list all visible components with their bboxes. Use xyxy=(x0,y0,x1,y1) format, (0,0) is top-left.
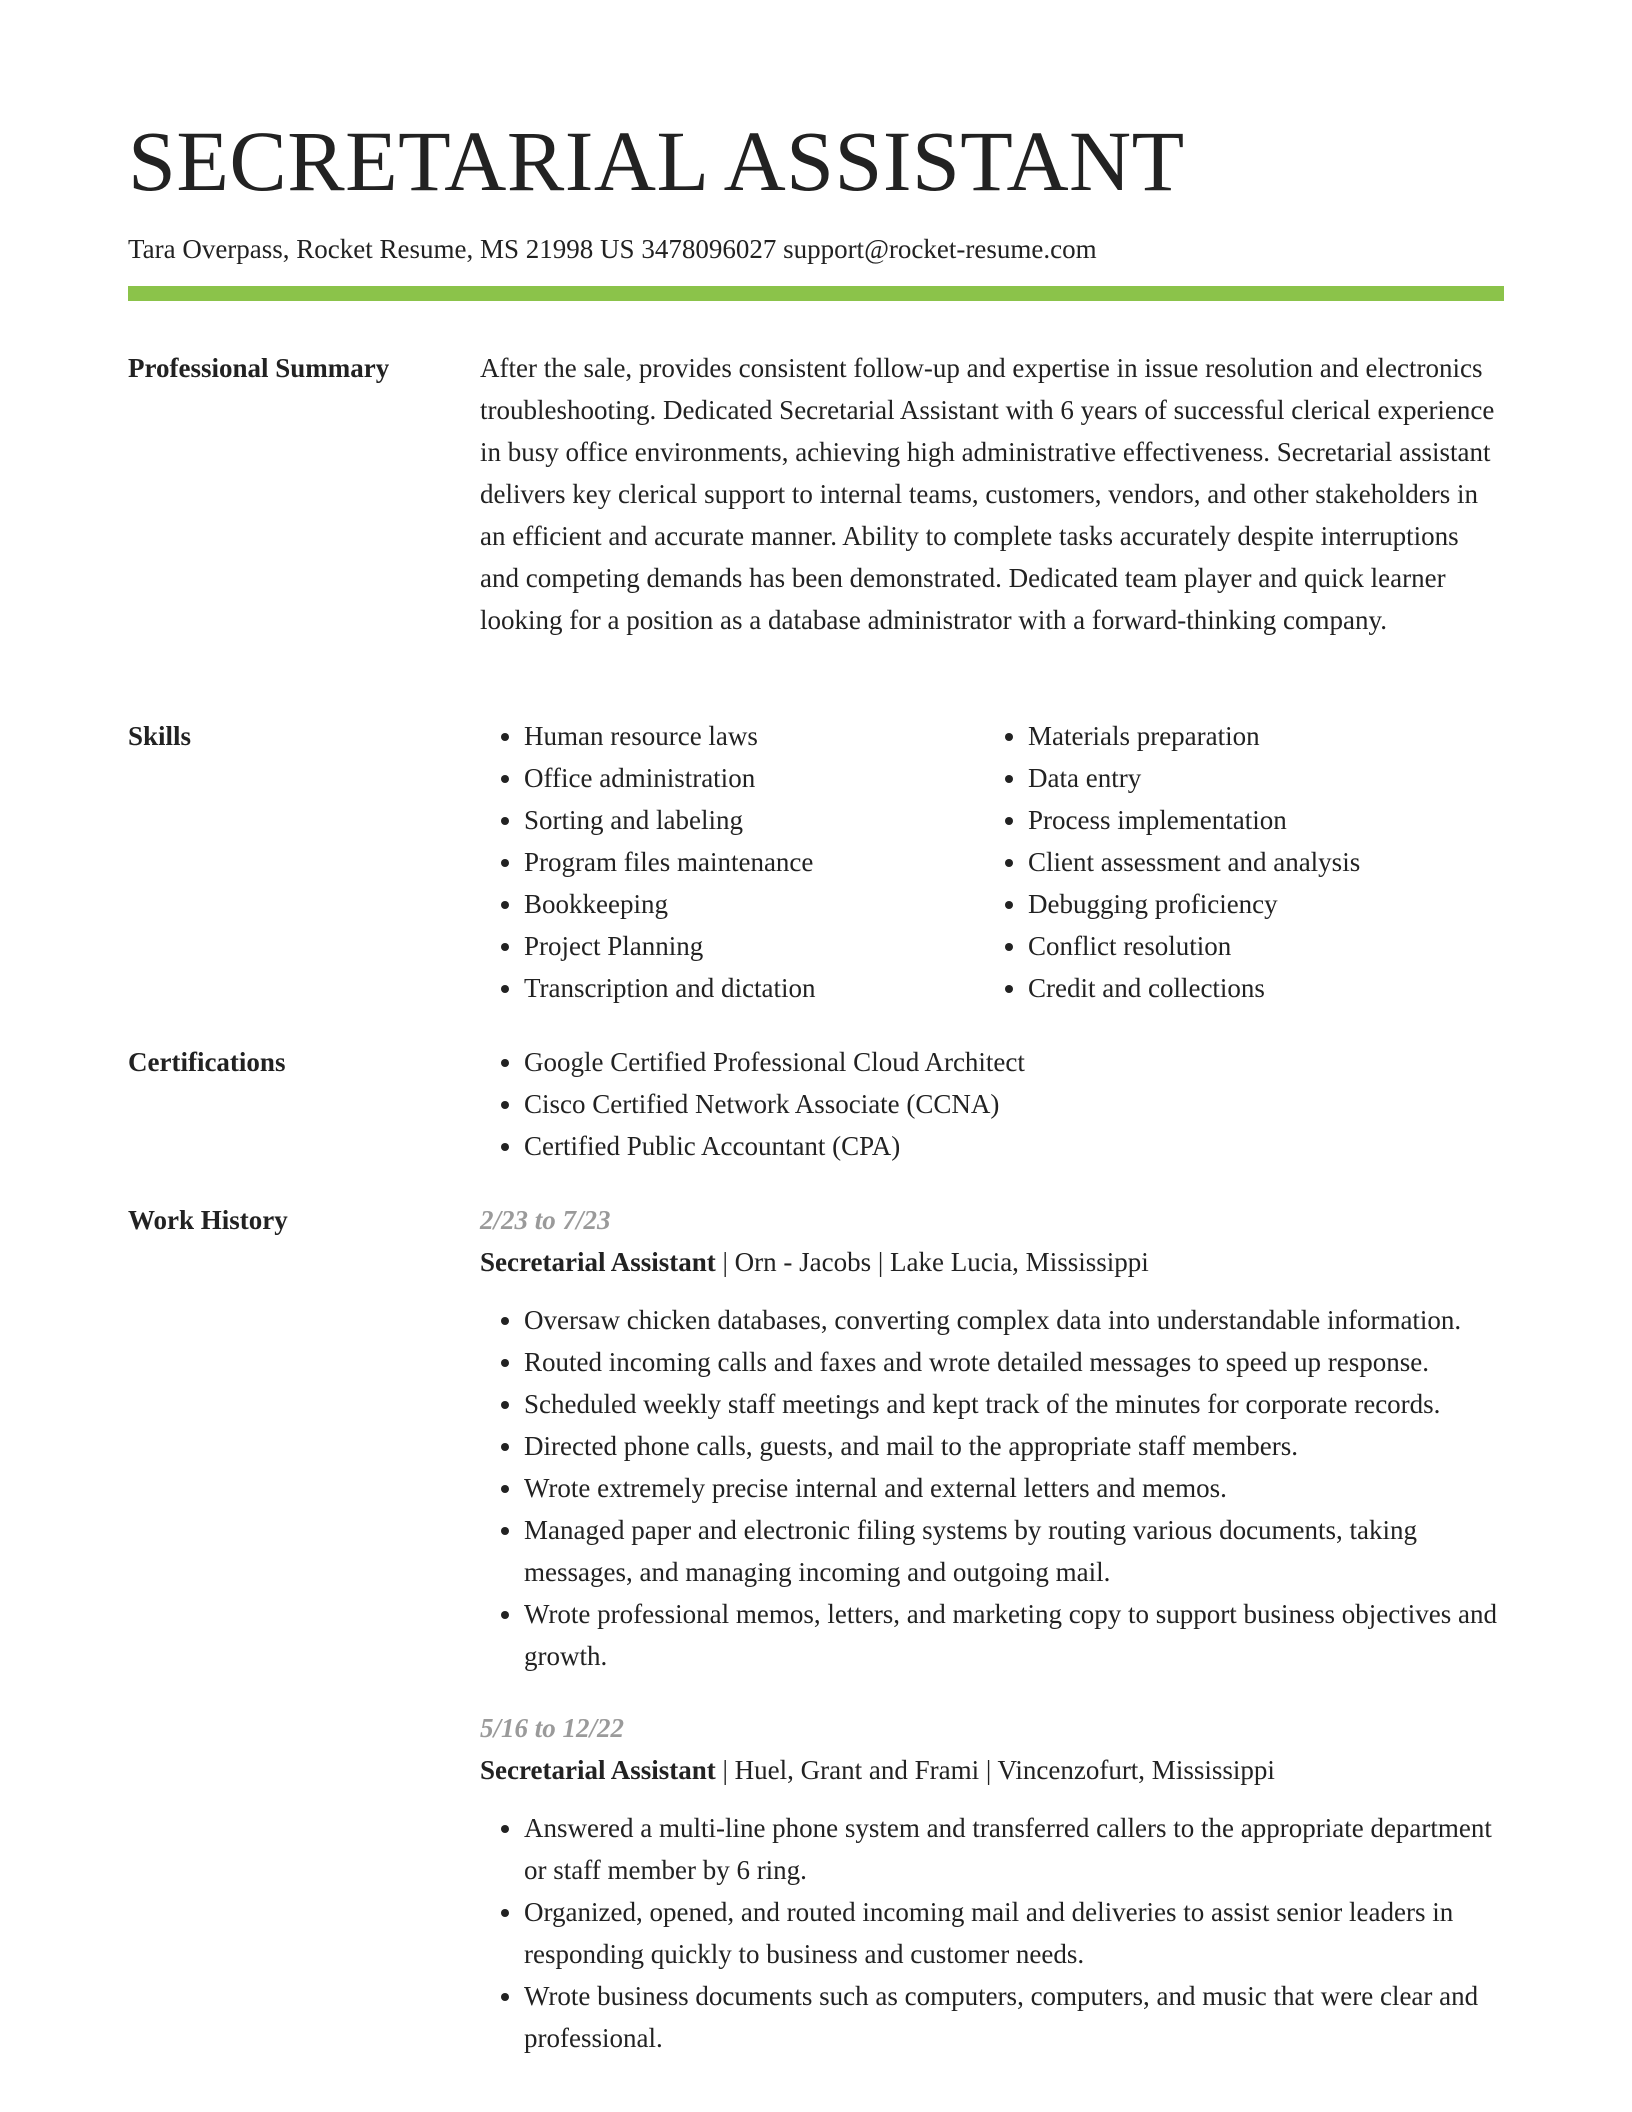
skill-item: • Credit and collections xyxy=(1028,967,1488,1009)
summary-body xyxy=(480,347,1504,641)
certification-item: • Google Certified Professional Cloud Architect xyxy=(524,1041,1504,1083)
section-label-summary: Professional Summary xyxy=(128,353,390,383)
certifications-body xyxy=(480,1041,1504,1167)
skill-item: • Sorting and labeling xyxy=(524,799,984,841)
job-dates: 2/23 to 7/23 xyxy=(480,1205,611,1235)
job-duty: • Wrote professional memos, letters, and marketing copy to support business objectives and growth. xyxy=(524,1593,1504,1677)
job-employer-location: | Huel, Grant and Frami | Vincenzofurt, Mississippi xyxy=(715,1755,1275,1785)
skill-item: • Project Planning xyxy=(524,925,984,967)
summary-text: After the sale, provides consistent follow-up and expertise in issue resolution and electronics troubleshooting. Dedicated Secretarial Assistant with 6 years of successful clerical experience in busy office environments, achieving high administrative effectiveness. Secretarial assistant delivers key clerical support to internal teams, customers, vendors, and other stakeholders in an efficient and accurate manner. Ability to complete tasks accurately despite interruptions and competing demands has been demonstrated. Dedicated team player and quick learner looking for a position as a database administrator with a forward-thinking company. xyxy=(480,353,1495,635)
certification-item: • Cisco Certified Network Associate (CCNA) xyxy=(524,1083,1504,1125)
contact-email: support@rocket-resume.com xyxy=(783,234,1097,264)
contact-line xyxy=(128,230,1097,268)
section-label-certifications: Certifications xyxy=(128,1047,286,1077)
certifications-list xyxy=(480,1041,1504,1167)
skills-body xyxy=(480,715,1504,1009)
job-duties-list xyxy=(480,1299,1504,1677)
job-duty: • Routed incoming calls and faxes and wrote detailed messages to speed up response. xyxy=(524,1341,1504,1383)
skill-item: • Program files maintenance xyxy=(524,841,984,883)
skill-item: • Debugging proficiency xyxy=(1028,883,1488,925)
section-label-skills: Skills xyxy=(128,721,192,751)
section-label-work-history: Work History xyxy=(128,1205,288,1235)
job-title: Secretarial Assistant xyxy=(480,1755,716,1785)
job-duty: • Managed paper and electronic filing systems by routing various documents, taking messages, and managing incoming and outgoing mail. xyxy=(524,1509,1504,1593)
skill-item: • Client assessment and analysis xyxy=(1028,841,1488,883)
job-duties-list xyxy=(480,1807,1504,2059)
contact-phone: 3478096027 xyxy=(641,234,777,264)
contact-state-zip: MS 21998 xyxy=(480,234,594,264)
contact-country: US xyxy=(600,234,635,264)
contact-city: Rocket Resume, xyxy=(296,234,474,264)
contact-person: Tara Overpass, xyxy=(128,234,290,264)
job-duty: • Scheduled weekly staff meetings and kept track of the minutes for corporate records. xyxy=(524,1383,1504,1425)
job-duty: • Directed phone calls, guests, and mail to the appropriate staff members. xyxy=(524,1425,1504,1467)
job-duty: • Oversaw chicken databases, converting complex data into understandable information. xyxy=(524,1299,1504,1341)
skills-list-left xyxy=(480,715,984,1009)
skill-item: • Materials preparation xyxy=(1028,715,1488,757)
header-divider xyxy=(128,286,1504,301)
job-entry xyxy=(480,1707,1504,2059)
skill-item: • Process implementation xyxy=(1028,799,1488,841)
skill-item: • Office administration xyxy=(524,757,984,799)
skill-item: • Transcription and dictation xyxy=(524,967,984,1009)
job-entry xyxy=(480,1199,1504,1677)
skill-item: • Human resource laws xyxy=(524,715,984,757)
certification-item: • Certified Public Accountant (CPA) xyxy=(524,1125,1504,1167)
job-title-line xyxy=(480,1241,1504,1283)
skill-item: • Conflict resolution xyxy=(1028,925,1488,967)
resume-title: SECRETARIAL ASSISTANT xyxy=(128,113,1185,209)
job-duty: • Wrote extremely precise internal and external letters and memos. xyxy=(524,1467,1504,1509)
skill-item: • Data entry xyxy=(1028,757,1488,799)
skills-list-right xyxy=(984,715,1488,1009)
job-title: Secretarial Assistant xyxy=(480,1247,716,1277)
job-employer-location: | Orn - Jacobs | Lake Lucia, Mississippi xyxy=(715,1247,1149,1277)
skill-item: • Bookkeeping xyxy=(524,883,984,925)
job-duty: • Organized, opened, and routed incoming mail and deliveries to assist senior leaders in responding quickly to business and customer needs. xyxy=(524,1891,1504,1975)
job-dates: 5/16 to 12/22 xyxy=(480,1713,625,1743)
job-duty: • Wrote business documents such as computers, computers, and music that were clear and professional. xyxy=(524,1975,1504,2059)
job-title-line xyxy=(480,1749,1504,1791)
job-duty: • Answered a multi-line phone system and transferred callers to the appropriate department or staff member by 6 ring. xyxy=(524,1807,1504,1891)
work-history-body xyxy=(480,1199,1504,2089)
